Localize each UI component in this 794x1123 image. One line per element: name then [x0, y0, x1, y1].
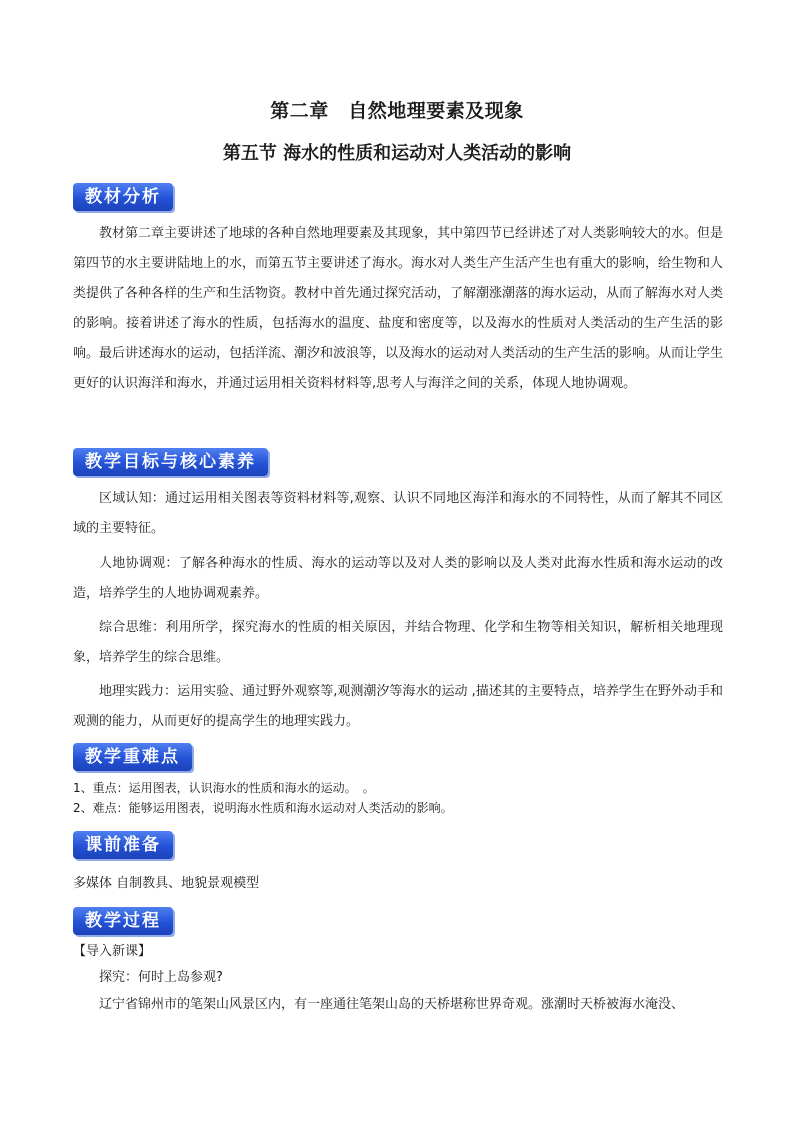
- section-title: 第五节 海水的性质和运动对人类活动的影响: [222, 143, 572, 164]
- analysis-badge: 教材分析: [73, 183, 173, 211]
- analysis-paragraph: 教材第二章主要讲述了地球的各种自然地理要素及其现象，其中第四节已经讲述了对人类影响较大的水。但是第四节的水主要讲陆地上的水，而第五节主要讲述了海水。海水对人类生产生活产生也有重大的影响，给生物和人类提供了各种各样的生产和生活物资。教材中首先通过探究活动，了解潮涨潮落的海水运动，从而了解海水对人类的影响。接着讲述了海水的性质，包括海水的温度、盐度和密度等，以及海水的性质对人类活动的生产生活的影响。最后讲述海水的运动，包括洋流、潮汐和波浪等，以及海水的运动对人类活动的生产生活的影响。从而让学生更好的认识海洋和海水，并通过运用相关资料材料等,思考人与海洋之间的关系，体现人地协调观。: [73, 226, 724, 391]
- chapter-title: 第二章 自然地理要素及现象: [270, 100, 524, 122]
- goal-item: 人地协调观：了解各种海水的性质、海水的运动等以及对人类的影响以及人类对此海水性质和海水运动的改造，培养学生的人地协调观素养。: [73, 556, 723, 601]
- prep-text: 多媒体 自制教具、地貌景观模型: [73, 876, 260, 891]
- prep-badge: 课前准备: [73, 831, 173, 859]
- key-point-item: 1、重点：运用图表，认识海水的性质和海水的运动。 。: [73, 781, 375, 795]
- intro-label: 【导入新课】: [73, 944, 152, 959]
- process-paragraph: 辽宁省锦州市的笔架山风景区内，有一座通往笔架山岛的天桥堪称世界奇观。涨潮时天桥被海水淹没、: [99, 997, 685, 1012]
- key-point-item: 2、难点：能够运用图表，说明海水性质和海水运动对人类活动的影响。: [73, 801, 453, 815]
- goal-item: 地理实践力：运用实验、通过野外观察等,观测潮汐等海水的运动 ,描述其的主要特点，培养学生在野外动手和观测的能力，从而更好的提高学生的地理实践力。: [73, 684, 723, 729]
- explore-question: 探究：何时上岛参观?: [99, 970, 223, 985]
- goal-item: 区域认知：通过运用相关图表等资料材料等,观察、认识不同地区海洋和海水的不同特性，从而了解其不同区域的主要特征。: [73, 491, 723, 536]
- goal-item: 综合思维：利用所学，探究海水的性质的相关原因，并结合物理、化学和生物等相关知识，解析相关地理现象，培养学生的综合思维。: [73, 620, 723, 665]
- key-points-badge: 教学重难点: [73, 743, 192, 771]
- process-badge: 教学过程: [73, 907, 173, 935]
- goals-badge: 教学目标与核心素养: [73, 448, 268, 476]
